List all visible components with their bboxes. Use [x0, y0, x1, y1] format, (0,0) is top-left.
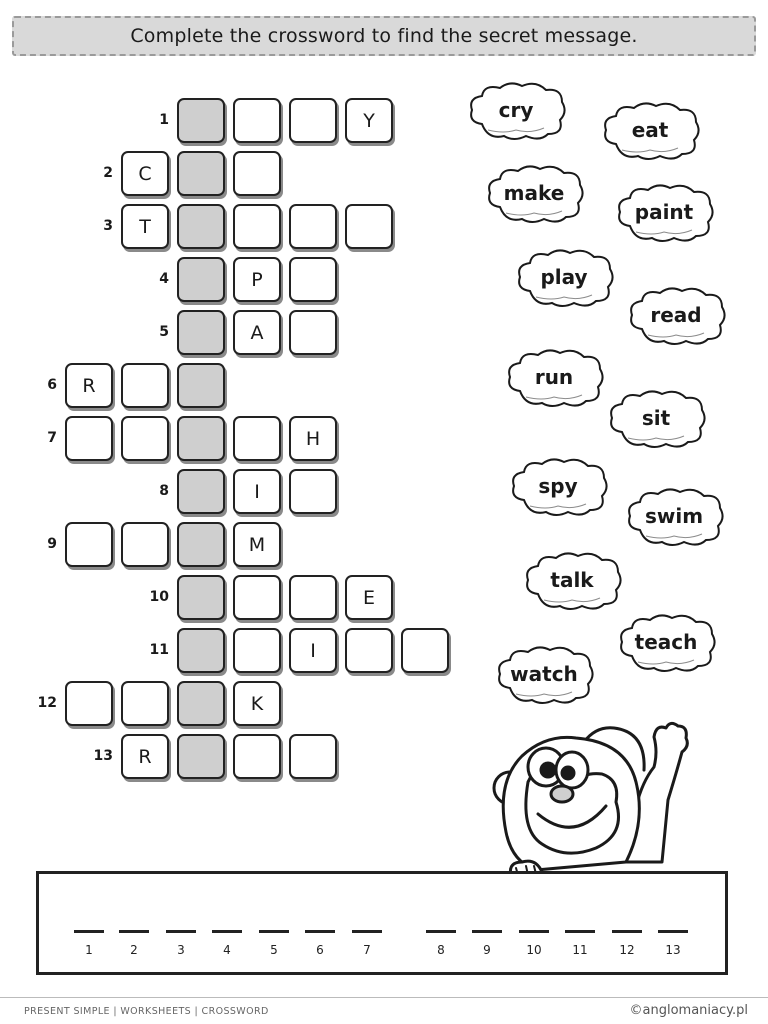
crossword-cell[interactable]	[121, 363, 169, 408]
message-blank-number: 6	[316, 943, 324, 957]
crossword-cell[interactable]	[233, 575, 281, 620]
crossword-cell[interactable]	[233, 734, 281, 779]
crossword-cell[interactable]	[121, 522, 169, 567]
clue-number: 13	[93, 748, 113, 764]
word-bank-item: spy	[538, 474, 578, 498]
message-blank-number: 4	[223, 943, 231, 957]
word-bank-item: swim	[644, 504, 704, 528]
word-cloud	[612, 182, 716, 244]
crossword-cell[interactable]: P	[233, 257, 281, 302]
word-bank-item: read	[650, 303, 702, 327]
word-bank-item: make	[503, 181, 565, 205]
crossword-cell[interactable]	[233, 416, 281, 461]
word-bank-item: play	[540, 265, 588, 289]
message-blank-number: 11	[572, 943, 588, 957]
secret-letter-cell[interactable]	[177, 310, 225, 355]
message-blank[interactable]	[259, 930, 289, 933]
message-blank[interactable]	[612, 930, 642, 933]
word-cloud	[506, 456, 610, 518]
message-blank[interactable]	[119, 930, 149, 933]
word-bank-item: sit	[641, 406, 671, 430]
word-cloud	[598, 100, 702, 162]
message-blank-number: 1	[85, 943, 93, 957]
message-blank[interactable]	[519, 930, 549, 933]
message-blank[interactable]	[565, 930, 595, 933]
clue-number: 6	[47, 377, 57, 393]
crossword-cell[interactable]: A	[233, 310, 281, 355]
message-blank-number: 9	[483, 943, 491, 957]
message-blank[interactable]	[426, 930, 456, 933]
clue-number: 7	[47, 430, 57, 446]
secret-letter-cell[interactable]	[177, 734, 225, 779]
clue-number: 4	[159, 271, 169, 287]
secret-letter-cell[interactable]	[177, 469, 225, 514]
message-blank-number: 8	[437, 943, 445, 957]
secret-letter-cell[interactable]	[177, 575, 225, 620]
footer-divider	[0, 997, 768, 998]
crossword-cell[interactable]	[121, 681, 169, 726]
crossword-cell[interactable]	[65, 416, 113, 461]
message-blank-number: 12	[619, 943, 635, 957]
footer-right-text: ©anglomaniacy.pl	[629, 1003, 748, 1018]
message-blank-number: 10	[526, 943, 542, 957]
crossword-cell[interactable]	[345, 204, 393, 249]
message-blank-number: 3	[177, 943, 185, 957]
secret-letter-cell[interactable]	[177, 257, 225, 302]
word-cloud	[624, 285, 728, 347]
crossword-cell[interactable]: I	[233, 469, 281, 514]
message-blank[interactable]	[166, 930, 196, 933]
monkey-illustration	[476, 712, 696, 892]
crossword-cell[interactable]: H	[289, 416, 337, 461]
crossword-cell[interactable]	[289, 98, 337, 143]
secret-letter-cell[interactable]	[177, 98, 225, 143]
word-cloud	[512, 247, 616, 309]
crossword-cell[interactable]	[289, 204, 337, 249]
word-bank-item: eat	[631, 118, 669, 142]
message-blank[interactable]	[74, 930, 104, 933]
word-bank-item: paint	[634, 200, 694, 224]
message-blank[interactable]	[305, 930, 335, 933]
crossword-cell[interactable]	[345, 628, 393, 673]
message-blank[interactable]	[352, 930, 382, 933]
crossword-cell[interactable]: I	[289, 628, 337, 673]
crossword-cell[interactable]	[233, 151, 281, 196]
crossword-cell[interactable]: R	[121, 734, 169, 779]
secret-letter-cell[interactable]	[177, 681, 225, 726]
message-blank-number: 13	[665, 943, 681, 957]
crossword-cell[interactable]	[289, 310, 337, 355]
word-bank-item: teach	[634, 630, 698, 654]
crossword-cell[interactable]: E	[345, 575, 393, 620]
crossword-cell[interactable]	[289, 257, 337, 302]
secret-letter-cell[interactable]	[177, 522, 225, 567]
footer-left-text: PRESENT SIMPLE | WORKSHEETS | CROSSWORD	[24, 1006, 269, 1017]
crossword-cell[interactable]	[65, 522, 113, 567]
word-bank-item: watch	[510, 662, 578, 686]
secret-letter-cell[interactable]	[177, 151, 225, 196]
message-blank-number: 2	[130, 943, 138, 957]
crossword-cell[interactable]: T	[121, 204, 169, 249]
word-cloud	[604, 388, 708, 450]
word-cloud	[502, 347, 606, 409]
crossword-cell[interactable]: R	[65, 363, 113, 408]
clue-number: 9	[47, 536, 57, 552]
secret-letter-cell[interactable]	[177, 628, 225, 673]
crossword-cell[interactable]	[233, 204, 281, 249]
clue-number: 1	[159, 112, 169, 128]
word-cloud	[614, 612, 718, 674]
clue-number: 3	[103, 218, 113, 234]
crossword-cell[interactable]	[289, 575, 337, 620]
crossword-cell[interactable]	[289, 469, 337, 514]
secret-letter-cell[interactable]	[177, 416, 225, 461]
clue-number: 10	[149, 589, 169, 605]
clue-number: 11	[149, 642, 169, 658]
word-cloud	[482, 163, 586, 225]
crossword-cell[interactable]: Y	[345, 98, 393, 143]
message-blank-number: 7	[363, 943, 371, 957]
message-blank[interactable]	[212, 930, 242, 933]
crossword-cell[interactable]	[289, 734, 337, 779]
crossword-cell[interactable]	[401, 628, 449, 673]
crossword-cell[interactable]: K	[233, 681, 281, 726]
secret-letter-cell[interactable]	[177, 363, 225, 408]
instruction-text: Complete the crossword to find the secret message.	[130, 25, 638, 47]
clue-number: 8	[159, 483, 169, 499]
crossword-cell[interactable]: M	[233, 522, 281, 567]
message-blank[interactable]	[658, 930, 688, 933]
word-cloud	[492, 644, 596, 706]
word-bank-item: run	[534, 365, 574, 389]
word-cloud	[520, 550, 624, 612]
word-bank-item: cry	[498, 98, 534, 122]
clue-number: 5	[159, 324, 169, 340]
word-cloud	[464, 80, 568, 142]
instruction-banner	[12, 16, 756, 56]
message-blank[interactable]	[472, 930, 502, 933]
clue-number: 12	[37, 695, 57, 711]
clue-number: 2	[103, 165, 113, 181]
crossword-cell[interactable]: C	[121, 151, 169, 196]
crossword-cell[interactable]	[65, 681, 113, 726]
word-bank-item: talk	[550, 568, 594, 592]
crossword-cell[interactable]	[121, 416, 169, 461]
secret-letter-cell[interactable]	[177, 204, 225, 249]
crossword-cell[interactable]	[233, 98, 281, 143]
message-blank-number: 5	[270, 943, 278, 957]
crossword-cell[interactable]	[233, 628, 281, 673]
secret-message-box	[36, 871, 728, 975]
word-cloud	[622, 486, 726, 548]
